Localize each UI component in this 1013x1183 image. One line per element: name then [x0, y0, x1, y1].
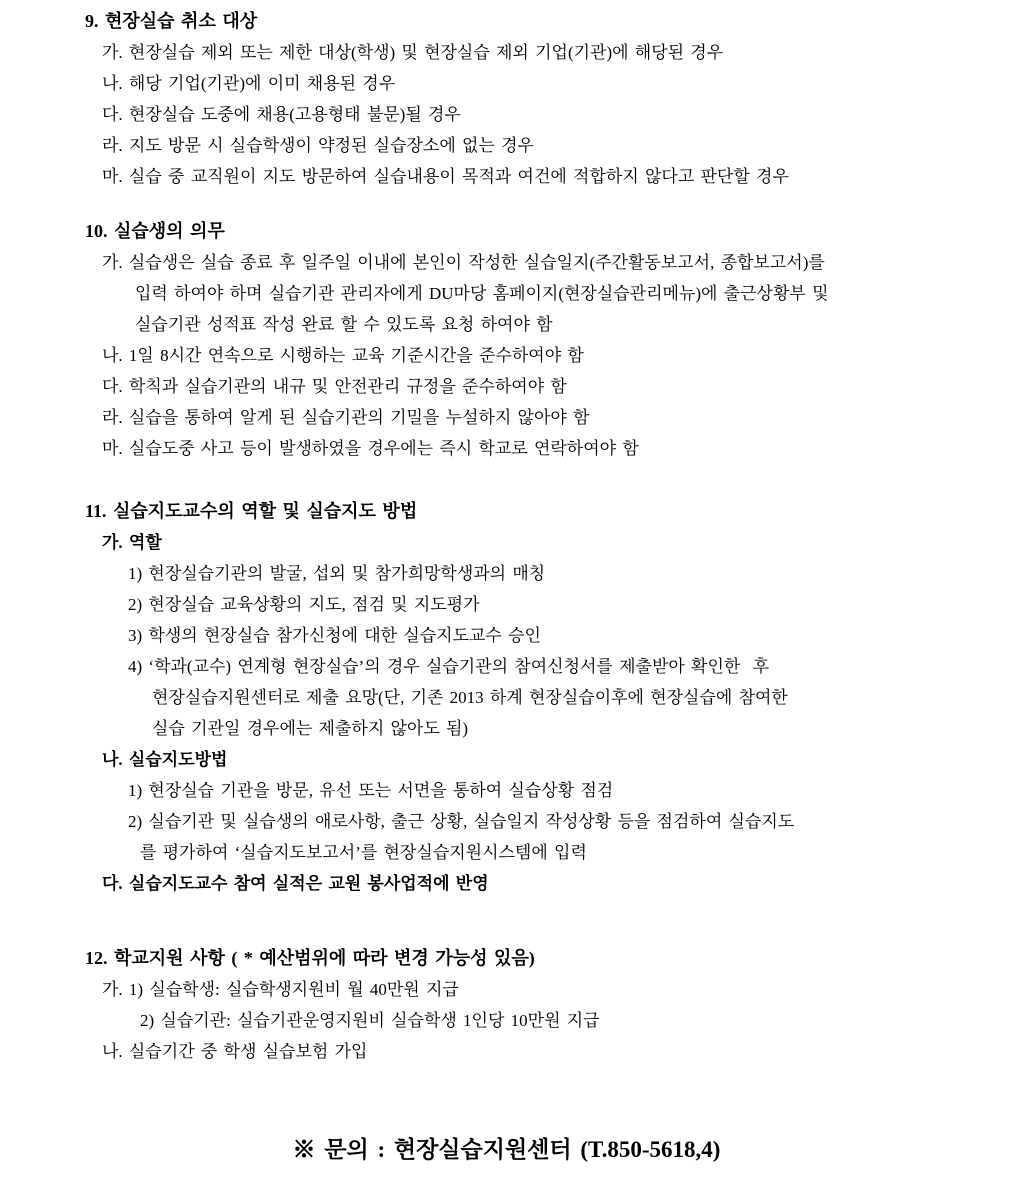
document-line: 가. 1) 실습학생: 실습학생지원비 월 40만원 지급	[102, 980, 459, 999]
document-line: 라. 지도 방문 시 실습학생이 약정된 실습장소에 없는 경우	[102, 136, 534, 155]
document-line: 다. 현장실습 도중에 채용(고용형태 불문)될 경우	[102, 105, 461, 124]
section-11-heading: 11. 실습지도교수의 역할 및 실습지도 방법	[85, 501, 418, 521]
section-9-cancellation-targets	[0, 6, 1013, 192]
section-10-lines	[0, 247, 1013, 464]
document-line: 를 평가하여 ‘실습지도보고서’를 현장실습지원시스템에 입력	[140, 843, 587, 862]
document-line: 나. 해당 기업(기관)에 이미 채용된 경우	[102, 74, 396, 93]
document-line: 마. 실습 중 교직원이 지도 방문하여 실습내용이 목적과 여건에 적합하지 않다고 판단할 경우	[102, 167, 789, 186]
section-11-lines	[0, 527, 1013, 899]
document-line: 현장실습지원센터로 제출 요망(단, 기존 2013 하계 현장실습이후에 현장실습에 참여한	[152, 688, 788, 707]
section-12-heading: 12. 학교지원 사항 ( * 예산범위에 따라 변경 가능성 있음)	[85, 948, 535, 968]
section-9-lines	[0, 37, 1013, 192]
document-line: 1) 현장실습 기관을 방문, 유선 또는 서면을 통하여 실습상황 점검	[128, 781, 614, 800]
document-line: 다. 학칙과 실습기관의 내규 및 안전관리 규정을 준수하여야 함	[102, 377, 567, 396]
document-line: 3) 학생의 현장실습 참가신청에 대한 실습지도교수 승인	[128, 626, 541, 645]
document-line: 나. 실습지도방법	[102, 750, 228, 769]
document-line: 실습 기관일 경우에는 제출하지 않아도 됨)	[152, 719, 469, 738]
document-line: 2) 실습기관 및 실습생의 애로사항, 출근 상황, 실습일지 작성상황 등을 점검하여 실습지도	[128, 812, 795, 831]
document-line: 실습기관 성적표 작성 완료 할 수 있도록 요청 하여야 함	[135, 315, 553, 334]
document-line: 입력 하여야 하며 실습기관 관리자에게 DU마당 홈페이지(현장실습관리메뉴)에 출근상황부 및	[135, 284, 829, 303]
section-9-heading: 9. 현장실습 취소 대상	[85, 11, 258, 31]
document-line: 2) 실습기관: 실습기관운영지원비 실습학생 1인당 10만원 지급	[140, 1011, 600, 1030]
document-line: 다. 실습지도교수 참여 실적은 교원 봉사업적에 반영	[102, 874, 489, 893]
document-line: 라. 실습을 통하여 알게 된 실습기관의 기밀을 누설하지 않아야 함	[102, 408, 590, 427]
document-line: 가. 역할	[102, 533, 162, 552]
document-line: 마. 실습도중 사고 등이 발생하였을 경우에는 즉시 학교로 연락하여야 함	[102, 439, 639, 458]
document-line: 나. 실습기간 중 학생 실습보험 가입	[102, 1042, 368, 1061]
document-line: 가. 실습생은 실습 종료 후 일주일 이내에 본인이 작성한 실습일지(주간활동보고서, 종합보고서)를	[102, 253, 825, 272]
document-line: 2) 현장실습 교육상황의 지도, 점검 및 지도평가	[128, 595, 480, 614]
document-line: 4) ‘학과(교수) 연계형 현장실습’의 경우 실습기관의 참여신청서를 제출받아 확인한 후	[128, 657, 770, 676]
document-line: 나. 1일 8시간 연속으로 시행하는 교육 기준시간을 준수하여야 함	[102, 346, 584, 365]
section-12-lines	[0, 974, 1013, 1067]
document-line: 1) 현장실습기관의 발굴, 섭외 및 참가희망학생과의 매칭	[128, 564, 546, 583]
section-10-heading: 10. 실습생의 의무	[85, 221, 225, 241]
section-10-trainee-duties	[0, 216, 1013, 464]
contact-footer: ※ 문의 : 현장실습지원센터 (T.850-5618,4)	[292, 1137, 721, 1162]
document-line: 가. 현장실습 제외 또는 제한 대상(학생) 및 현장실습 제외 기업(기관)에 해당된 경우	[102, 43, 724, 62]
section-11-advisor-role	[0, 496, 1013, 899]
section-12-school-support	[0, 943, 1013, 1067]
